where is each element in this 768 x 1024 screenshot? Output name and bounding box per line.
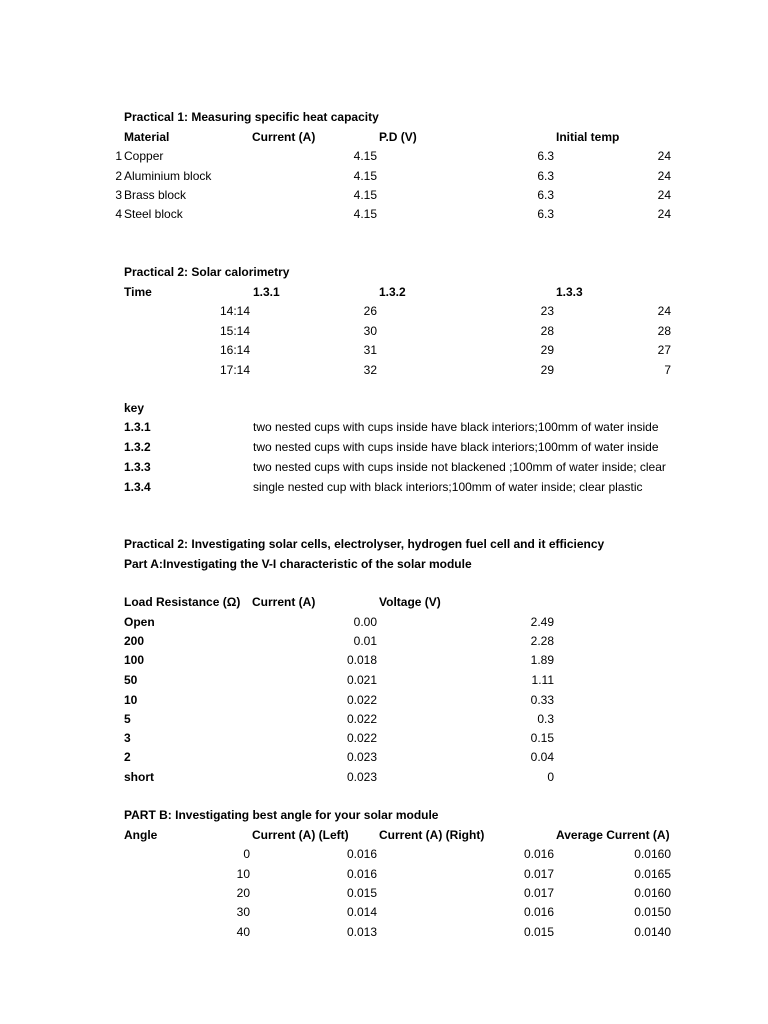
pa-row-voltage: 1.89: [530, 653, 554, 667]
p1-row-number: 1: [115, 149, 122, 163]
pa-row-load: 100: [124, 653, 145, 667]
p1-row-number: 4: [115, 207, 122, 221]
pb-row-average: 0.0150: [634, 905, 671, 919]
pb-row-angle: 20: [236, 886, 250, 900]
p1-row-material: Aluminium block: [124, 169, 212, 183]
p2-row-131: 26: [363, 304, 377, 318]
pa-row-current: 0.023: [346, 770, 377, 784]
p1-row-temp: 24: [657, 207, 671, 221]
p2-header-132: 1.3.2: [379, 285, 406, 299]
pa-row-load: Open: [124, 615, 155, 629]
p1-row-current: 4.15: [353, 149, 377, 163]
pa-row-current: 0.01: [353, 634, 377, 648]
pa-row-voltage: 0.33: [530, 693, 554, 707]
p2-row-133: 27: [657, 343, 671, 357]
pb-header-angle: Angle: [124, 828, 158, 842]
pb-row-left: 0.013: [346, 925, 377, 939]
pb-row-average: 0.0160: [634, 886, 671, 900]
p2-row-133: 24: [657, 304, 671, 318]
pa-row-load: 2: [124, 750, 131, 764]
pa-row-voltage: 2.49: [530, 615, 554, 629]
pb-row-average: 0.0160: [634, 847, 671, 861]
pa-row-load: short: [124, 770, 154, 784]
pb-row-right: 0.017: [523, 867, 554, 881]
pa-header-load: Load Resistance (Ω): [124, 595, 241, 609]
p1-header-pd: P.D (V): [379, 130, 417, 144]
pa-row-current: 0.023: [346, 750, 377, 764]
pb-row-angle: 30: [236, 905, 250, 919]
pb-row-average: 0.0165: [634, 867, 671, 881]
pb-row-angle: 40: [236, 925, 250, 939]
pa-row-load: 10: [124, 693, 138, 707]
p1-row-material: Brass block: [124, 188, 187, 202]
pa-row-current: 0.021: [346, 673, 377, 687]
p2-row-132: 29: [540, 363, 554, 377]
key-description: two nested cups with cups inside have black interiors;100mm of water inside: [253, 440, 659, 454]
pa-row-load: 200: [124, 634, 145, 648]
p1-header-material: Material: [124, 130, 170, 144]
p2-row-time: 14:14: [219, 304, 250, 318]
key-label: 1.3.2: [124, 440, 151, 454]
p2-row-131: 32: [363, 363, 377, 377]
pa-row-voltage: 0: [547, 770, 554, 784]
p2-row-133: 7: [664, 363, 671, 377]
p2-row-131: 31: [363, 343, 377, 357]
p2-row-time: 16:14: [219, 343, 250, 357]
p2-row-time: 15:14: [219, 324, 250, 338]
pa-row-current: 0.022: [346, 731, 377, 745]
pa-row-voltage: 0.3: [537, 712, 554, 726]
pa-row-voltage: 2.28: [530, 634, 554, 648]
key-description: two nested cups with cups inside not blackened ;100mm of water inside; clear: [253, 460, 666, 474]
p2-header-time: Time: [124, 285, 152, 299]
pb-header-right: Current (A) (Right): [379, 828, 485, 842]
pb-row-left: 0.016: [346, 867, 377, 881]
p1-row-current: 4.15: [353, 207, 377, 221]
key-description: single nested cup with black interiors;100mm of water inside; clear plastic: [253, 480, 643, 494]
pb-row-right: 0.017: [523, 886, 554, 900]
p1-header-initial-temp: Initial temp: [556, 130, 620, 144]
p2-row-133: 28: [657, 324, 671, 338]
pb-row-angle: 0: [243, 847, 250, 861]
pa-row-load: 5: [124, 712, 131, 726]
p1-row-material: Copper: [124, 149, 164, 163]
p2-row-131: 30: [363, 324, 377, 338]
pa-row-current: 0.00: [353, 615, 377, 629]
p2-row-132: 23: [540, 304, 554, 318]
pb-header-average: Average Current (A): [556, 828, 670, 842]
p2-header-131: 1.3.1: [253, 285, 280, 299]
pb-row-right: 0.016: [523, 905, 554, 919]
pb-row-left: 0.015: [346, 886, 377, 900]
p2-row-132: 28: [540, 324, 554, 338]
key-label: 1.3.1: [124, 420, 151, 434]
p1-row-pd: 6.3: [537, 149, 554, 163]
p1-row-temp: 24: [657, 169, 671, 183]
p1-row-current: 4.15: [353, 169, 377, 183]
p1-header-current: Current (A): [252, 130, 316, 144]
pa-row-current: 0.022: [346, 693, 377, 707]
pa-row-current: 0.022: [346, 712, 377, 726]
p1-row-pd: 6.3: [537, 188, 554, 202]
p2-row-time: 17:14: [219, 363, 250, 377]
pb-row-right: 0.016: [523, 847, 554, 861]
key-label: 1.3.3: [124, 460, 151, 474]
p1-row-current: 4.15: [353, 188, 377, 202]
p1-row-pd: 6.3: [537, 169, 554, 183]
pb-header-left: Current (A) (Left): [252, 828, 349, 842]
p1-row-pd: 6.3: [537, 207, 554, 221]
pa-header-current: Current (A): [252, 595, 316, 609]
practical-2-title: Practical 2: Solar calorimetry: [124, 265, 290, 279]
p1-row-number: 3: [115, 188, 122, 202]
key-label: 1.3.4: [124, 480, 151, 494]
pa-row-voltage: 0.15: [530, 731, 554, 745]
pa-row-current: 0.018: [346, 653, 377, 667]
p1-row-number: 2: [115, 169, 122, 183]
pa-row-load: 3: [124, 731, 131, 745]
p1-row-temp: 24: [657, 188, 671, 202]
pa-header-voltage: Voltage (V): [379, 595, 441, 609]
part-a-title: Part A:Investigating the V-I characteristic of the solar module: [124, 557, 472, 571]
key-title: key: [124, 401, 145, 415]
pa-row-voltage: 0.04: [530, 750, 554, 764]
p2-header-133: 1.3.3: [556, 285, 583, 299]
pa-row-load: 50: [124, 673, 138, 687]
pb-row-angle: 10: [236, 867, 250, 881]
pb-row-left: 0.014: [346, 905, 377, 919]
key-description: two nested cups with cups inside have black interiors;100mm of water inside: [253, 420, 659, 434]
pb-row-average: 0.0140: [634, 925, 671, 939]
part-b-title: PART B: Investigating best angle for your solar module: [124, 808, 439, 822]
practical-3-title: Practical 2: Investigating solar cells, electrolyser, hydrogen fuel cell and it efficiency: [124, 537, 605, 551]
p1-row-temp: 24: [657, 149, 671, 163]
pa-row-voltage: 1.11: [531, 673, 554, 687]
pb-row-left: 0.016: [346, 847, 377, 861]
p2-row-132: 29: [540, 343, 554, 357]
practical-1-title: Practical 1: Measuring specific heat capacity: [124, 110, 379, 124]
p1-row-material: Steel block: [124, 207, 183, 221]
pb-row-right: 0.015: [523, 925, 554, 939]
